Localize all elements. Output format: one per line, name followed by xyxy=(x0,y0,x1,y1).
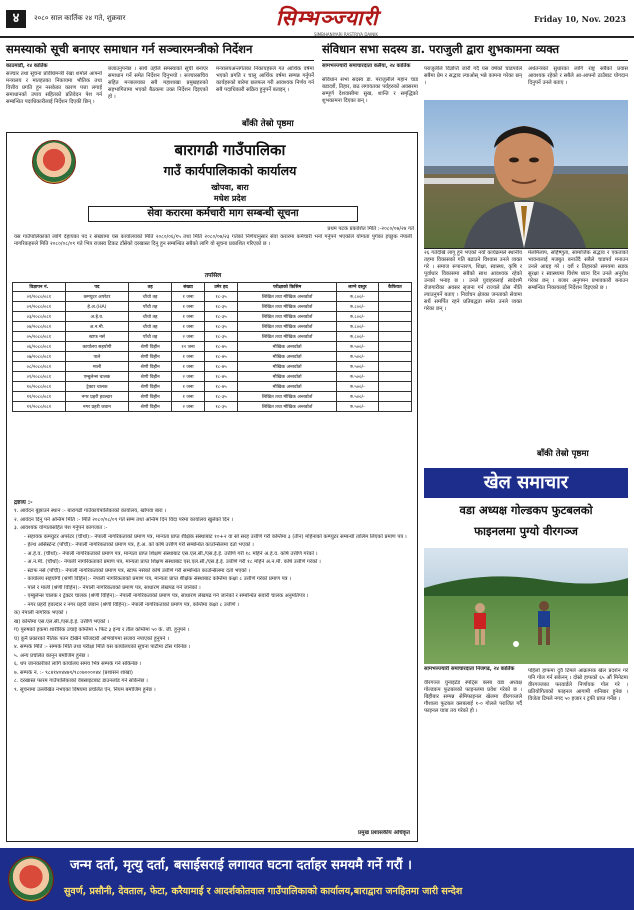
table-cell: ०७/२०८०/०८१ xyxy=(13,352,66,362)
table-cell: १ जना xyxy=(172,292,205,302)
table-cell: चौथो तह xyxy=(129,292,172,302)
notice-note: ७. सम्पर्क नं. :- ९८४१४०४४७९/९८०७००००४४ (प्रशासन शाखा) xyxy=(14,669,133,676)
notice-note: २. आवेदन दिनु पर्ने अन्तिम मिति :- मिति २०८०/०८/०९ गते सम्म तथा अन्तिम दिन विदा परेमा कार्यालय खुलेको दिन । xyxy=(14,516,234,523)
notice-notes-list xyxy=(14,508,410,826)
table-cell: लिखित तथा मौखिक अन्तर्वार्ता xyxy=(238,312,337,322)
table-row xyxy=(13,342,412,352)
left-col-2: बजाउनुपर्नेछ । साथै उहाँले समस्याको सूची बनाएर समाधान गर्ने समेत निर्देशन दिनुभयो । सञ्चारसचिव सहित मन्त्रालयका सबै महाशाखा प्रमुखहरुको सहभागितामा भएको बैठकमा उक्त निर्देशन दिइएको हो । xyxy=(108,66,208,100)
football-illustration xyxy=(424,548,628,664)
table-cell: रु.५००/- xyxy=(337,392,379,402)
sports-col-2: पहिलो हाफमा दुवै टिमले आक्रामक खेल प्रदर्शन गरे पनि गोल गर्न सकेनन् । दोस्रो हाफको ६५ औं मिनेटमा वीरगञ्जका फरवार्डले निर्णायक गोल गरे । प्रतियोगिताको फाइनल आगामी शनिबार हुनेछ । विजेता टिमले नगद ५० हजार र ट्रफी प्राप्त गर्नेछ । xyxy=(528,668,628,702)
table-cell: ०४/२०८०/०८१ xyxy=(13,322,66,332)
table-cell: १ जना xyxy=(172,312,205,322)
sports-headline-1: वडा अध्यक्ष गोल्डकप फुटबलको xyxy=(459,503,593,517)
table-cell: १८-३५ xyxy=(204,402,237,412)
notice-note: - एम्बुलेन्स चालक र ट्रेक्टर चालक (श्रेणी विहिन):- नेपाली नागरिकताको प्रमाण पत्र, साधारण लेखपढ गर्न जानेको र सम्बन्धित सवारी चालक अनुमतिपत्र । xyxy=(24,593,309,599)
football-photo xyxy=(424,548,628,664)
table-cell: १८-३५ xyxy=(204,322,237,332)
table-cell: स्टाफ नर्स xyxy=(65,332,128,342)
table-cell: कम्प्युटर अपरेटर xyxy=(65,292,128,302)
vacancy-table xyxy=(12,282,412,412)
table-cell: श्रेणी विहीन xyxy=(129,362,172,372)
notice-note: क) नेपाली नागरिक भएको । xyxy=(14,610,68,616)
portrait-photo xyxy=(424,100,628,248)
table-cell: श्रेणी विहीन xyxy=(129,402,172,412)
table-cell: चौथो तह xyxy=(129,312,172,322)
table-cell: लिखित तथा मौखिक अन्तर्वार्ता xyxy=(238,392,337,402)
table-column-header: कैफियत xyxy=(378,283,411,292)
table-row xyxy=(13,322,412,332)
left-continued: बाँकी तेस्रो पृष्ठमा xyxy=(242,119,294,129)
sports-headline-2: फाइनलमा पुग्यो वीरगञ्ज xyxy=(474,524,578,538)
sports-col-1: वीरगञ्ज युनाइटेड स्पोर्ट्स क्लब वडा अध्यक्ष गोल्डकप फुटबलको फाइनलमा प्रवेश गरेको छ । बिहीबार सम्पन्न सेमिफाइनल खेलमा वीरगञ्जले गौशाला फुटबल क्लबलाई १-० गोलले पराजित गर्दै फाइनल यात्रा तय गरेको हो । xyxy=(424,680,522,714)
table-cell: श्रेणी विहीन xyxy=(129,342,172,352)
table-cell: ०२/२०८०/०८१ xyxy=(13,302,66,312)
nepal-emblem-icon xyxy=(8,856,54,902)
table-cell: हे.अ.(HA) xyxy=(65,302,128,312)
table-cell: लिखित तथा मौखिक अन्तर्वार्ता xyxy=(238,332,337,342)
table-cell: रु.५००/- xyxy=(337,382,379,392)
right-below-col-2: मेलमिलाप, सहिष्णुता, सामाजिक सद्भाव र एकताको भावनालाई मजबुत बनाउँदै सबैले चाडपर्व मनाउन उनले आग्रह गरे । दशैं र तिहारको समयमा सडक सुरक्षा र स्वास्थ्यमा विशेष ध्यान दिन उनले अनुरोध गरेका छन् । बजार अनुगमन प्रभावकारी बनाउन सम्बन्धित निकायलाई निर्देशन दिइएको छ । xyxy=(528,250,628,291)
table-header-row xyxy=(13,283,412,292)
notice-signatory: प्रमुख प्रशासकीय अधिकृत xyxy=(358,830,410,836)
right-col-2: पराजुलीले विज्ञप्ति जारी गर्दै यस वर्षको चाडपर्वले सबैमा प्रेम र सद्भाव ल्याओस् भन्ने कामना गरेका छन् । xyxy=(424,66,522,86)
divider xyxy=(424,248,628,249)
table-cell: कार्यालय सहयोगी xyxy=(65,342,128,352)
right-dateline: सामभञ्ज्यारी समाचारदाता कलैया, २४ कार्तिक xyxy=(322,63,411,69)
nepali-date: २०८० साल कार्तिक २४ गते, शुक्रवार xyxy=(34,14,126,22)
table-cell: ०५/२०८०/०८१ xyxy=(13,332,66,342)
notice-note: - नगर प्रहरी हवल्दार र नगर प्रहरी जवान (श्रेणी विहिन):- नेपाली नागरिकताको प्रमाण पत्र, कम्तिमा कक्षा ८ उत्तीर्ण । xyxy=(24,601,240,608)
right-continued: बाँकी तेस्रो पृष्ठमा xyxy=(537,449,589,459)
table-cell xyxy=(378,302,411,312)
table-cell: २ जना xyxy=(172,332,205,342)
table-cell: रु.५००/- xyxy=(337,402,379,412)
table-row xyxy=(13,302,412,312)
table-cell: १८-४५ xyxy=(204,352,237,362)
table-cell: मौखिक अन्तर्वार्ता xyxy=(238,362,337,372)
table-column-header: तह xyxy=(129,283,172,292)
table-cell: श्रेणी विहीन xyxy=(129,352,172,362)
page-header xyxy=(0,0,634,38)
table-cell: पाले xyxy=(65,352,128,362)
table-cell: ११/२०८०/०८१ xyxy=(13,392,66,402)
table-cell xyxy=(378,352,411,362)
table-cell: रु.८००/- xyxy=(337,322,379,332)
table-column-header: विज्ञापन नं. xyxy=(13,283,66,292)
table-cell: लिखित तथा मौखिक अन्तर्वार्ता xyxy=(238,302,337,312)
notice-note: - पाले र माली (श्रेणी विहिन):- नेपाली नागरिकताको प्रमाण पत्र, साधारण लेखपढ गर्न जानेको । xyxy=(24,584,201,591)
table-cell: १८-४५ xyxy=(204,342,237,352)
table-cell: मौखिक अन्तर्वार्ता xyxy=(238,342,337,352)
notice-notes-title: द्रष्टव्य :- xyxy=(14,500,33,506)
table-cell: ०८/२०८०/०८१ xyxy=(13,362,66,372)
notice-note: - हेल्थ असिस्टेन्ट (पाँचौ):- नेपाली नागरिकताको प्रमाण पत्र, हे.अ. को कोर्ष उत्तीर्ण गरी सम्बन्धित काउन्सिलमा दर्ता भएको । xyxy=(24,542,254,548)
right-col-3: अर्थतन्त्रको सुधारका लागि राष्ट्र सबैको प्रयास आवश्यक रहेको र सबैले आ-आफ्नो ठाउँबाट योगदान दिनुपर्ने उनले बताए । xyxy=(528,66,628,86)
table-cell: १२ जना xyxy=(172,342,205,352)
table-cell: १ जना xyxy=(172,362,205,372)
table-cell xyxy=(378,292,411,302)
table-cell: ०१/२०८०/०८१ xyxy=(13,292,66,302)
table-row xyxy=(13,382,412,392)
notice-note: - कार्यालय सहयोगी (श्रेणी विहिन):- नेपाली नागरिकताको प्रमाण पत्र, मान्यता प्राप्त शैक्षिक संस्थाबाट कम्तिमा कक्षा ८ उत्तीर्ण गरेको प्रमाण पत्र । xyxy=(24,576,292,582)
table-cell: १८-४५ xyxy=(204,382,237,392)
right-below-col-1: २६ गतेदेखि लागू हुने भएको नयाँ कार्यक्रमले स्थानीय तहमा विकासको गति बढाउने विश्वास उनले व्यक्त गरे । समाज रूपान्तरण, शिक्षा, स्वास्थ्य, कृषि र पूर्वाधार विकासमा सबैको साथ आवश्यक रहेको उनको भनाइ छ । उनले युवाहरुलाई स्वदेशमै रोजगारीका अवसर सृजना गर्न राज्यले ठोस नीति ल्याउनुपर्ने बताए । निर्वाचन क्षेत्रका जनताको सेवामा सधैं समर्पित रहने प्रतिबद्धता समेत उनले व्यक्त गरेका छन् । xyxy=(424,250,522,312)
table-cell: मौखिक अन्तर्वार्ता xyxy=(238,372,337,382)
table-cell: नगर प्रहरी हवल्दार xyxy=(65,392,128,402)
notice-note: ३. आवश्यक योग्यतासहित पेश गर्नुपर्ने कागजात :- xyxy=(14,525,108,531)
table-cell: रु.८००/- xyxy=(337,332,379,342)
table-cell: नगर प्रहरी जवान xyxy=(65,402,128,412)
sports-dateline: सामभञ्ज्यारी समाचारदाता निजगढ, २४ कार्तिक xyxy=(424,666,515,672)
notice-note: - अ.न.मी. (चौथो):- नेपाली नागरिकताको प्रमाण पत्र, मान्यता प्राप्त शिक्षण संस्थाबाट एस.एल.सी./एस.ई.ई. उत्तीर्ण गरी १८ महिने अ.न.मी. कोर्ष उत्तीर्ण गरेको । xyxy=(24,559,321,565)
table-cell: माली xyxy=(65,362,128,372)
table-cell: २ जना xyxy=(172,402,205,412)
table-cell: रु.५००/- xyxy=(337,342,379,352)
notice-org: बारागढी गाउँपालिका xyxy=(174,141,286,159)
table-cell: श्रेणी विहीन xyxy=(129,382,172,392)
notice-note: ८. दरखास्त फारम गाउँपालिकाको वेबसाइटबाट डाउनलोड गर्न सकिनेछ । xyxy=(14,678,148,684)
table-cell: १ जना xyxy=(172,322,205,332)
table-cell: १८-३५ xyxy=(204,292,237,302)
table-row xyxy=(13,332,412,342)
table-row xyxy=(13,362,412,372)
table-cell: श्रेणी विहीन xyxy=(129,392,172,402)
table-cell: ट्रेक्टर चालक xyxy=(65,382,128,392)
table-row xyxy=(13,352,412,362)
english-date: Friday 10, Nov. 2023 xyxy=(533,14,626,24)
notice-note: - सहायक कम्प्युटर अपरेटर (चौथो):- नेपाली नागरिकताको प्रमाण पत्र, मान्यता प्राप्त शैक्षिक संस्थाबाट १०+२ वा सो सरह उत्तीर्ण गरी कम्तिमा ३ (तीन) महिनाको कम्प्युटर सम्बन्धी तालिम लिएको प्रमाण पत्र । xyxy=(24,533,407,540)
notice-note: ४. सम्पर्क मिति :- सम्पर्क मिति तथा परीक्षा मिति यस कार्यालयको सूचना पाटीमा टाँस गरिनेछ । xyxy=(14,644,191,650)
notice-note: ५. अन्य प्रचलित कानून बमोजिम हुनेछ । xyxy=(14,652,89,659)
table-cell: मौखिक अन्तर्वार्ता xyxy=(238,352,337,362)
table-cell xyxy=(378,322,411,332)
table-cell: लिखित तथा मौखिक अन्तर्वार्ता xyxy=(238,322,337,332)
divider xyxy=(6,60,314,61)
right-headline: संविधान सभा सदस्य डा. पराजुली द्वारा शुभकामना व्यक्त xyxy=(322,42,560,56)
table-cell: पाँचौ तह xyxy=(129,302,172,312)
table-cell: रु.८००/- xyxy=(337,302,379,312)
notice-note: - स्टाफ नर्स (पाँचौ):- नेपाली नागरिकताको प्रमाण पत्र, स्टाफ नर्सको कोर्ष उत्तीर्ण गरी सम्बन्धित काउन्सिलमा दर्ता भएको । xyxy=(24,567,251,574)
notice-note: घ) कुनै प्रकारको नैतिक पतन देखिने फौजदारी अभियोगमा सजाय नपाएको हुनुपर्ने । xyxy=(14,635,169,642)
notice-subject: सेवा करारमा कर्मचारी माग सम्बन्धी सूचना xyxy=(88,206,358,222)
table-cell: १८-४५ xyxy=(204,372,237,382)
banner-line-1: जन्म दर्ता, मृत्यु दर्ता, बसाईसराई लगायत घटना दर्ताहर समयमै गर्ने गरौं । xyxy=(70,858,412,873)
left-headline: समस्याको सूची बनाएर समाधान गर्न सञ्चारमन्त्रीको निर्देशन xyxy=(6,42,253,56)
table-cell xyxy=(378,402,411,412)
table-cell: पाँचौ तह xyxy=(129,332,172,342)
left-col-1: सञ्चार तथा सूचना प्रविधिमन्त्री रेखा शर्माले आफ्नो मन्त्रालय र मातहतका निकायमा भौतिक तथा वित्तीय प्रगति हुन नसकेका कारण पत्ता लगाई समाधानको उपाय सहितको प्रतिवेदन पेश गर्न सम्बन्धित पदाधिकारीलाई निर्देशन दिएकी छिन् । xyxy=(6,71,102,105)
notice-office: गाउँ कार्यपालिकाको कार्यालय xyxy=(163,163,297,178)
masthead-tagline: SIMBHANJYARI RASTRIYA DAINIK xyxy=(313,32,379,37)
notice-pub-date: प्रथम पटक प्रकाशित मिति :-२०८०/०७/२४ गते xyxy=(327,226,414,232)
table-cell: लिखित तथा मौखिक अन्तर्वार्ता xyxy=(238,402,337,412)
table-cell: अ.न.मी. xyxy=(65,322,128,332)
bottom-banner xyxy=(0,848,634,910)
notice-note: ६. थप जानकारीको लागि कार्यालय समय भित्र सम्पर्क गर्न सकिनेछ । xyxy=(14,661,142,667)
table-cell xyxy=(378,312,411,322)
table-cell: ०९/२०८०/०८१ xyxy=(13,372,66,382)
table-cell xyxy=(378,392,411,402)
table-cell: एम्बुलेन्स चालक xyxy=(65,372,128,382)
table-cell: रु.५००/- xyxy=(337,362,379,372)
table-cell: रु.५००/- xyxy=(337,352,379,362)
masthead-title: सिम्भञ्ज्यारी xyxy=(276,5,379,30)
table-row xyxy=(13,402,412,412)
table-cell: १८-३५ xyxy=(204,302,237,312)
table-cell: श्रेणी विहीन xyxy=(129,372,172,382)
table-cell: १८-३५ xyxy=(204,312,237,322)
table-cell xyxy=(378,372,411,382)
table-cell: १८-३५ xyxy=(204,392,237,402)
table-cell: मौखिक अन्तर्वार्ता xyxy=(238,382,337,392)
table-cell: १ जना xyxy=(172,382,205,392)
table-cell: १८-३५ xyxy=(204,332,237,342)
table-cell xyxy=(378,382,411,392)
notice-note: ग) पुरुषको हकमा शारीरिक उचाई कम्तिमा ५ फिट ३ इन्च र तौल कम्तिमा ५० के. जी. हुनुपर्ने । xyxy=(14,627,190,633)
notice-intro: यस गाउँपालिकाको लागि देहायका पद र संख्यामा यस कार्यालयको मिति २०८०/०६/१५ तथा मिति २०८०/०७/२३ गतेको निर्णयानुसार सेवा करारमा कर्मचारी भर्ना गर्नुपर्ने भएकोले योग्यता पुगेका इच्छुक नेपाली नागरिकहरुले मिति २०८०/०८/०९ गते भित्र राजस्व टिकट टाँसेको दरखास्त दिनु हुन सम्बन्धित सबैको लागि यो सूचना प्रकाशित गरिएको छ । xyxy=(14,234,412,247)
notice-province: मधेश प्रदेश xyxy=(213,194,247,203)
notice-note: ख) कम्तिमा एस.एल.सी./एस.ई.ई. उत्तीर्ण भएको । xyxy=(14,618,109,625)
table-column-header: परीक्षाको किसिम xyxy=(238,283,337,292)
portrait-illustration xyxy=(424,100,628,248)
table-cell: १ जना xyxy=(172,302,205,312)
table-cell: रु.८००/- xyxy=(337,292,379,302)
right-col-1: संविधान सभा सदस्य डा. पराजुलीले महान चाड बडादशैं, तिहार, छठ लगायतका पर्वहरुको अवसरमा सम्पूर्ण देशवासीमा सुख, शान्ति र समृद्धिको शुभकामना दिएका छन् । xyxy=(322,77,418,104)
nepal-emblem-icon xyxy=(32,140,76,184)
sports-section-band: खेल समाचार xyxy=(424,468,628,498)
table-row xyxy=(13,392,412,402)
table-cell: ०६/२०८०/०८१ xyxy=(13,342,66,352)
divider xyxy=(322,60,628,61)
table-column-header: पद xyxy=(65,283,128,292)
masthead xyxy=(276,4,416,37)
table-cell: लिखित तथा मौखिक अन्तर्वार्ता xyxy=(238,292,337,302)
notice-note: १. आवेदन बुझाउने स्थान :- बारागढी गाउँकार्यपालिकाको कार्यालय, खोपवा बारा । xyxy=(14,508,167,514)
table-row xyxy=(13,372,412,382)
table-cell: चौथो तह xyxy=(129,322,172,332)
table-cell: १ जना xyxy=(172,392,205,402)
table-cell xyxy=(378,362,411,372)
table-cell: १२/२०८०/०८१ xyxy=(13,402,66,412)
table-row xyxy=(13,312,412,322)
notice-place: खोपवा, बारा xyxy=(211,183,249,192)
table-cell: २ जना xyxy=(172,372,205,382)
table-cell: अ.हे.व. xyxy=(65,312,128,322)
banner-line-2: सुवर्ण, प्रसौनी, देवताल, फेटा, करैयामाई र आदर्शकोतवाल गाउँपालिकाको कार्यालय,बारा‌द्वारा जनहितमा जारी सन्देश xyxy=(64,886,463,897)
table-cell: १०/२०८०/०८१ xyxy=(13,382,66,392)
table-cell xyxy=(378,342,411,352)
table-column-header: उमेर हद xyxy=(204,283,237,292)
notice-note: ९. सूचनामा उल्लेखित नभएका विषयमा प्रचलित ऐन, नियम बमोजिम हुनेछ । xyxy=(14,686,156,693)
left-dateline: काठमाडौं, २४ कार्तिक xyxy=(6,63,48,69)
table-cell: १८-४५ xyxy=(204,362,237,372)
table-column-header: लाग्ने दस्तुर xyxy=(337,283,379,292)
table-row xyxy=(13,292,412,302)
table-cell: रु.८००/- xyxy=(337,312,379,322)
notice-note: - अ.हे.व. (चौथो):- नेपाली नागरिकताको प्रमाण पत्र, मान्यता प्राप्त शिक्षण संस्थाबाट एस.एल.सी./एस.ई.ई. उत्तीर्ण गरी १८ महिने अ.हे.व. कोर्ष उत्तीर्ण गरेको । xyxy=(24,550,318,557)
table-column-header: संख्या xyxy=(172,283,205,292)
table-cell: रु.५००/- xyxy=(337,372,379,382)
table-cell: १ जना xyxy=(172,352,205,362)
left-col-3: मन्त्रालयअन्तर्गतका निकायहरुले गत आर्थिक वर्षमा भएको प्रगति र चालु आर्थिक वर्षमा सम्पन्न गर्नुपर्ने कार्यहरुको बारेमा छलफल गरी आवश्यक निर्णय गर्न सबै पदाधिकारी सक्रिय हुनुपर्ने बताइन् । xyxy=(216,66,314,93)
table-cell xyxy=(378,332,411,342)
table-cell: ०३/२०८०/०८१ xyxy=(13,312,66,322)
page-number: ४ xyxy=(6,10,26,28)
notice-table-title: तपसिल xyxy=(204,272,222,279)
